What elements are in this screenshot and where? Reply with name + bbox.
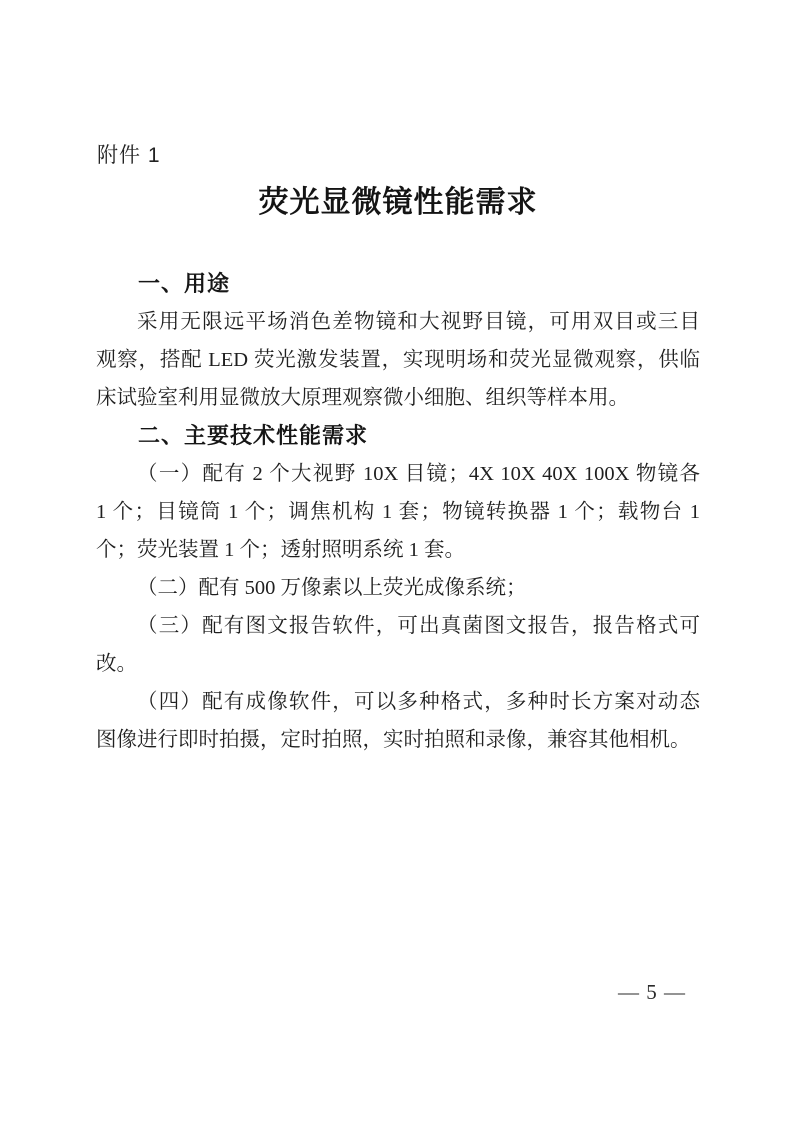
requirement-item-1-line: （一）配有 2 个大视野 10X 目镜；4X 10X 40X 100X 物镜各: [137, 463, 700, 485]
paragraph-line: 观察，搭配 LED 荧光激发装置，实现明场和荧光显微观察，供临: [96, 349, 700, 371]
section-heading-purpose: 一、用途: [138, 271, 231, 296]
document-body: [96, 265, 700, 759]
requirement-item-1-line: 1 个；目镜筒 1 个；调焦机构 1 套；物镜转换器 1 个；载物台 1: [96, 501, 700, 523]
requirement-item-4-line: 图像进行即时拍摄，定时拍照，实时拍照和录像，兼容其他相机。: [96, 729, 691, 751]
section-heading-tech-requirements: 二、主要技术性能需求: [138, 423, 369, 448]
page-number: — 5 —: [618, 980, 686, 1004]
requirement-item-2-line: （二）配有 500 万像素以上荧光成像系统；: [137, 577, 527, 599]
requirement-item-3-line: （三）配有图文报告软件，可出真菌图文报告，报告格式可: [137, 615, 700, 637]
paragraph-line: 床试验室利用显微放大原理观察微小细胞、组织等样本用。: [96, 387, 629, 409]
attachment-label: 附件 1: [97, 144, 161, 167]
document-title: 荧光显微镜性能需求: [258, 186, 538, 219]
requirement-item-4-line: （四）配有成像软件，可以多种格式，多种时长方案对动态: [137, 691, 700, 713]
requirement-item-3-line: 改。: [96, 653, 137, 675]
requirement-item-1-line: 个；荧光装置 1 个；透射照明系统 1 套。: [96, 539, 465, 561]
paragraph-line: 采用无限远平场消色差物镜和大视野目镜，可用双目或三目: [137, 311, 700, 333]
